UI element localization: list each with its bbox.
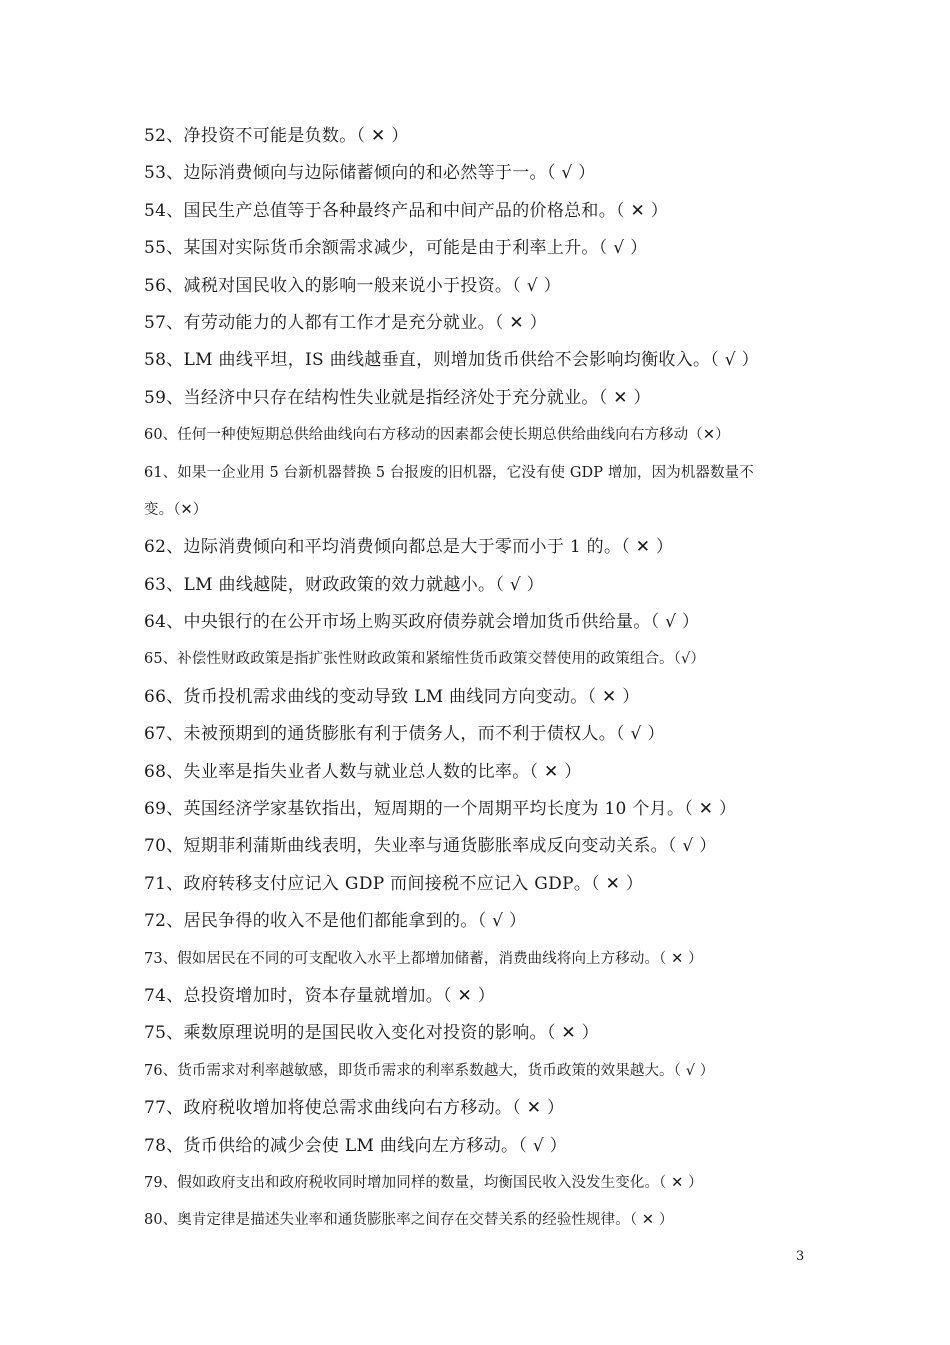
question-line: 77、政府税收增加将使总需求曲线向右方移动。（ ✕ ） <box>144 1098 565 1119</box>
question-line: 79、假如政府支出和政府税收同时增加同样的数量，均衡国民收入没发生变化。（ ✕ ） <box>144 1174 703 1191</box>
question-line: 65、补偿性财政政策是指扩张性财政政策和紧缩性货币政策交替使用的政策组合。（√） <box>144 651 705 668</box>
question-line: 52、净投资不可能是负数。（ ✕ ） <box>144 126 409 146</box>
question-line: 69、英国经济学家基钦指出，短周期的一个周期平均长度为 10 个月。（ ✕ ） <box>144 799 737 820</box>
question-line: 63、LM 曲线越陡，财政政策的效力就越小。（ √ ） <box>144 574 544 595</box>
question-line: 56、减税对国民收入的影响一般来说小于投资。（ √ ） <box>144 275 561 296</box>
question-line: 53、边际消费倾向与边际储蓄倾向的和必然等于一。（ √ ） <box>144 163 596 184</box>
question-line: 74、总投资增加时，资本存量就增加。（ ✕ ） <box>144 985 496 1006</box>
question-line: 68、失业率是指失业者人数与就业总人数的比率。（ ✕ ） <box>144 761 582 782</box>
question-line: 54、国民生产总值等于各种最终产品和中间产品的价格总和。（ ✕ ） <box>144 200 669 221</box>
question-line: 变。（✕） <box>144 501 208 518</box>
question-line: 55、某国对实际货币余额需求减少，可能是由于利率上升。（ √ ） <box>144 238 648 259</box>
question-line: 58、LM 曲线平坦，IS 曲线越垂直，则增加货币供给不会影响均衡收入。（ √ ） <box>144 350 759 371</box>
question-line: 72、居民争得的收入不是他们都能拿到的。（ √ ） <box>144 911 527 932</box>
question-line: 60、任何一种使短期总供给曲线向右方移动的因素都会使长期总供给曲线向右方移动（✕） <box>144 427 730 444</box>
question-line: 62、边际消费倾向和平均消费倾向都总是大于零而小于 1 的。（ ✕ ） <box>144 537 674 558</box>
question-line: 67、未被预期到的通货膨胀有利于债务人，而不利于债权人。（ √ ） <box>144 724 665 745</box>
question-line: 76、货币需求对利率越敏感，即货币需求的利率系数越大，货币政策的效果越大。（ √ ） <box>144 1062 715 1079</box>
question-line: 66、货币投机需求曲线的变动导致 LM 曲线同方向变动。（ ✕ ） <box>144 686 640 707</box>
question-line: 71、政府转移支付应记入 GDP 而间接税不应记入 GDP。（ ✕ ） <box>144 873 644 894</box>
question-list <box>144 118 814 1240</box>
question-line: 70、短期菲利蒲斯曲线表明，失业率与通货膨胀率成反向变动关系。（ √ ） <box>144 836 717 857</box>
question-line: 80、奥肯定律是描述失业率和通货膨胀率之间存在交替关系的经验性规律。（ ✕ ） <box>144 1212 674 1229</box>
question-line: 61、如果一企业用 5 台新机器替换 5 台报废的旧机器，它没有使 GDP 增加，因为机器数量不 <box>144 464 754 481</box>
question-line: 59、当经济中只存在结构性失业就是指经济处于充分就业。（ ✕ ） <box>144 387 651 408</box>
page-number: 3 <box>796 1249 805 1264</box>
question-line: 57、有劳动能力的人都有工作才是充分就业。（ ✕ ） <box>144 312 547 333</box>
question-line: 75、乘数原理说明的是国民收入变化对投资的影响。（ ✕ ） <box>144 1023 599 1044</box>
question-line: 64、中央银行的在公开市场上购买政府债券就会增加货币供给量。（ √ ） <box>144 612 700 633</box>
question-line: 78、货币供给的减少会使 LM 曲线向左方移动。（ √ ） <box>144 1135 567 1156</box>
question-line: 73、假如居民在不同的可支配收入水平上都增加储蓄，消费曲线将向上方移动。（ ✕ ） <box>144 950 703 967</box>
